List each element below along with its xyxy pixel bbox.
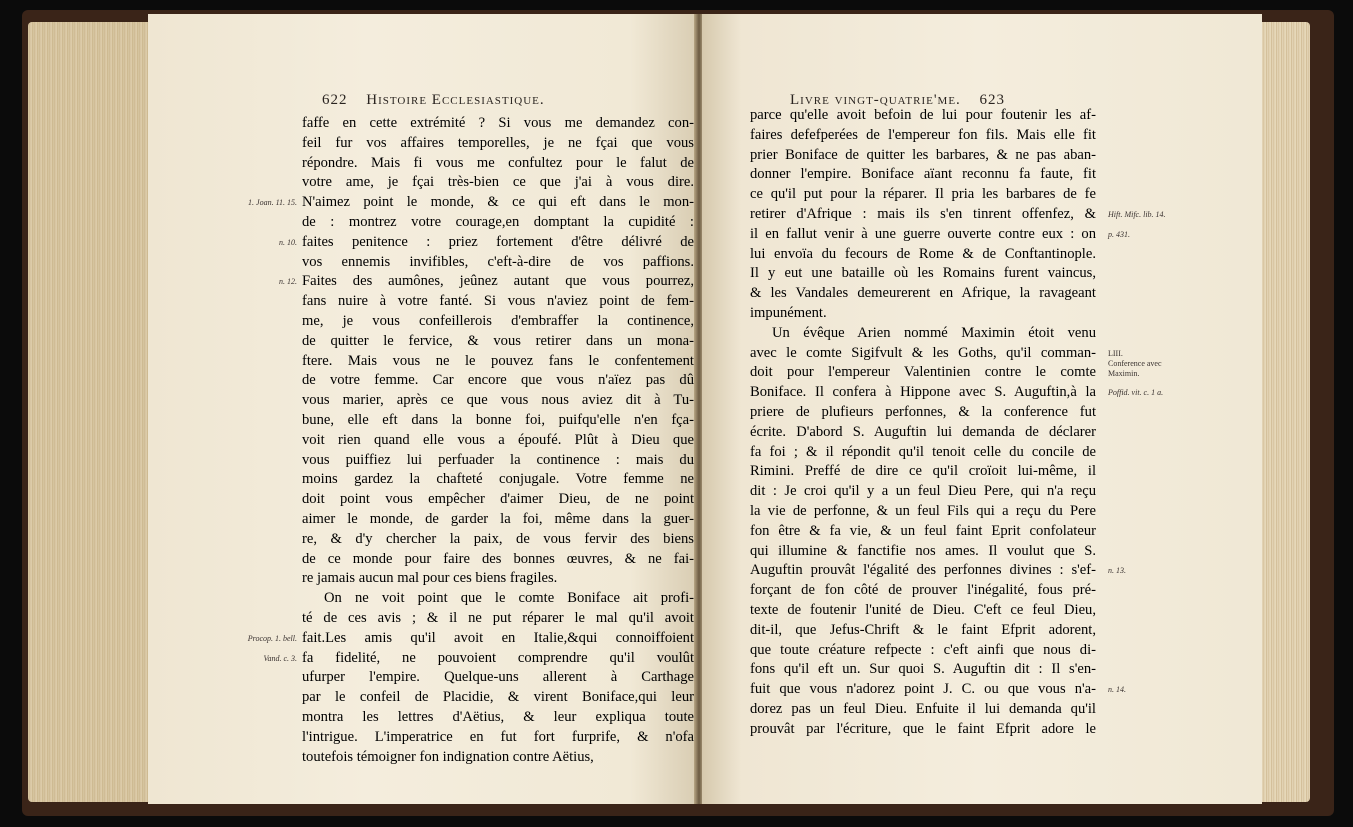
text-line: Faites des aumônes, jeûnez autant que vous pourrez, — [302, 273, 694, 290]
text-line: me, je vous confeillerois d'embraffer la continence, — [302, 312, 694, 329]
margin-note: n. 12. — [279, 277, 297, 287]
left-page-text — [302, 114, 694, 767]
text-line: re jamais aucun mal pour ces biens fragiles. — [302, 570, 558, 587]
text-line: texte de foutenir l'unité de Dieu. C'eft ce feul Dieu, — [750, 601, 1096, 618]
text-line: ce qu'il put pour la réparer. Il pria les barbares de fe — [750, 186, 1096, 203]
text-line: lui envoïa du fecours de Rome & de Conftantinople. — [750, 245, 1096, 262]
margin-note: p. 431. — [1108, 229, 1130, 239]
text-line: retirer d'Afrique : mais ils s'en tinrent offenfez, & — [750, 205, 1096, 222]
margin-note: n. 10. — [279, 237, 297, 247]
text-line: bune, elle eft dans la bonne foi, puifqu'elle n'en fça- — [302, 411, 694, 428]
text-line: dit : Je croi qu'il y a un feul Dieu Pere, qui n'a reçu — [750, 483, 1096, 500]
text-line: l'intrigue. L'imperatrice en fut fort furprife, & n'ofa — [302, 728, 694, 745]
text-line: dit-il, que Jefus-Chrift & le faint Efprit adorent, — [750, 621, 1096, 638]
text-line: ftere. Mais vous ne le pouvez fans le confentement — [302, 352, 694, 369]
text-line: fans nuire à votre fanté. Si vous n'aviez point de fem- — [302, 293, 694, 310]
text-line: par le confeil de Placidie, & virent Boniface,qui leur — [302, 689, 694, 706]
text-line: Rimini. Preffé de dire ce qu'il croïoit lui-même, il — [750, 463, 1096, 480]
text-line: dorez pas un feul Dieu. Enfuite il lui demanda qu'il — [750, 700, 1096, 717]
text-line: N'aimez point le monde, & ce qui eft dans le mon- — [302, 194, 694, 211]
left-page-number: 622 — [322, 92, 348, 108]
text-line: doit pour l'empereur Valentinien contre le comte — [750, 364, 1096, 381]
text-line: ufurper l'empire. Quelque-uns allerent à Carthage — [302, 669, 694, 686]
text-line: qui illumine & fanctifie nos ames. Il voulut que S. — [750, 542, 1096, 559]
text-line: & les Vandales demeurerent en Afrique, la ravageant — [750, 285, 1096, 302]
text-line: faires defefperées de l'empereur fon fils. Mais elle fit — [750, 126, 1096, 143]
text-line: vos ennemis invifibles, c'eft-à-dire de vos paffions. — [302, 253, 694, 270]
text-line: moins gardez la chafteté conjugale. Votre femme ne — [302, 471, 694, 488]
text-line: aimer le monde, de garder la foi, même dans la guer- — [302, 510, 694, 527]
margin-note: LIII. — [1108, 348, 1123, 358]
text-line: fuit que vous n'adorez point J. C. ou que vous n'a- — [750, 681, 1096, 698]
text-line: té de ces avis ; & il ne put réparer le mal qu'il avoit — [302, 609, 694, 626]
margin-note: 1. Joan. 11. 15. — [248, 198, 297, 208]
text-line: voit rien quand elle vous a époufé. Plût à Dieu que — [302, 431, 694, 448]
text-line: priere de plufieurs perfonnes, & la conference fut — [750, 403, 1096, 420]
text-line: feil fur vos affaires temporelles, je ne fçai que vous — [302, 134, 694, 151]
margin-note: Vand. c. 3. — [263, 653, 297, 663]
text-line: fons qu'il eft un. Sur quoi S. Auguftin dit : Il s'en- — [750, 661, 1096, 678]
left-running-title: Histoire Ecclesiastique. — [366, 92, 545, 108]
text-line: de : montrez votre courage,en domptant la cupidité : — [302, 213, 694, 230]
text-line: Un évêque Arien nommé Maximin étoit venu — [772, 324, 1096, 341]
text-line: doit point vous empêcher d'aimer Dieu, de ne point — [302, 491, 694, 508]
text-line: Boniface. Il confera à Hippone avec S. Auguftin,à la — [750, 384, 1096, 401]
text-line: Il y eut une bataille où les Romains furent vaincus, — [750, 265, 1096, 282]
text-line: montra les lettres d'Aëtius, & leur expliqua toute — [302, 708, 694, 725]
text-line: Auguftin prouvât l'égalité des perfonnes divines : s'ef- — [750, 562, 1096, 579]
margin-note: Maximin. — [1108, 369, 1140, 379]
text-line: faffe en cette extrémité ? Si vous me demandez con- — [302, 115, 694, 131]
text-line: il en fallut venir à une guerre ouverte contre eux : on — [750, 225, 1096, 242]
text-line: prier Boniface de quitter les barbares, & ne pas aban- — [750, 146, 1096, 163]
text-line: de votre femme. Car encore que vous n'aïez pas dû — [302, 372, 694, 389]
right-running-title: Livre vingt-quatrie'me. — [790, 92, 961, 108]
text-line: fait.Les amis qu'il avoit en Italie,&qui connoiffoient — [302, 629, 694, 646]
margin-note: n. 13. — [1108, 566, 1126, 576]
text-line: vous puiffiez lui perfuader la continence : mais du — [302, 451, 694, 468]
text-line: écrite. D'abord S. Auguftin lui demanda de déclarer — [750, 423, 1096, 440]
text-line: prouvât par l'écriture, que le faint Efprit adore le — [750, 720, 1096, 737]
text-line: avec le comte Sigifvult & les Goths, qu'il comman- — [750, 344, 1096, 361]
text-line: donner l'empire. Boniface aïant reconnu fa faute, fit — [750, 166, 1096, 183]
text-line: fon être & fa vie, & un feul faint Eprit confolateur — [750, 522, 1096, 539]
text-line: de quitter le fervice, & vous retirer dans un mona- — [302, 332, 694, 349]
text-line: de ce monde pour faire des bonnes œuvres, & ne fai- — [302, 550, 694, 567]
margin-note: Hift. Mifc. lib. 14. — [1108, 210, 1166, 219]
margin-note: n. 14. — [1108, 685, 1126, 695]
text-line: re, & d'y chercher la paix, de vous fervir des biens — [302, 530, 694, 547]
left-page-edges — [28, 22, 148, 802]
left-running-head — [308, 92, 545, 109]
text-line: la vie de perfonne, & un feul Fils qui a reçu du Pere — [750, 502, 1096, 519]
text-line: On ne voit point que le comte Boniface ait profi- — [324, 590, 694, 607]
right-page-text — [750, 106, 1096, 740]
text-line: impunément. — [750, 304, 827, 321]
text-line: faites penitence : priez fortement d'être délivré de — [302, 233, 694, 250]
text-line: que toute créature refpecte : c'eft ainfi que nous di- — [750, 641, 1096, 658]
right-page-number: 623 — [979, 92, 1006, 108]
text-line: toutefois témoigner fon indignation contre Aëtius, — [302, 748, 594, 765]
text-line: vous marier, après ce que vous nous aviez dit à Tu- — [302, 392, 694, 409]
margin-note: Poffid. vit. c. 1 a. — [1108, 388, 1164, 398]
text-line: fa fidelité, ne pouvoient comprendre qu'il voulût — [302, 649, 694, 666]
text-line: parce qu'elle avoit befoin de lui pour foutenir les af- — [750, 107, 1096, 123]
right-page-edges — [1262, 22, 1310, 802]
text-line: fa foi ; & il répondit qu'il tenoit celle du concile de — [750, 443, 1096, 460]
text-line: votre ame, je fçai très-bien ce que j'ai à vous dire. — [302, 174, 694, 191]
text-line: répondre. Mais fi vous me confultez pour le falut de — [302, 154, 694, 171]
margin-note: Conference avec — [1108, 359, 1162, 369]
text-line: forçant de fon côté de prouver l'inégalité, fous pré- — [750, 582, 1096, 599]
margin-note: Procop. 1. bell. — [247, 633, 297, 643]
